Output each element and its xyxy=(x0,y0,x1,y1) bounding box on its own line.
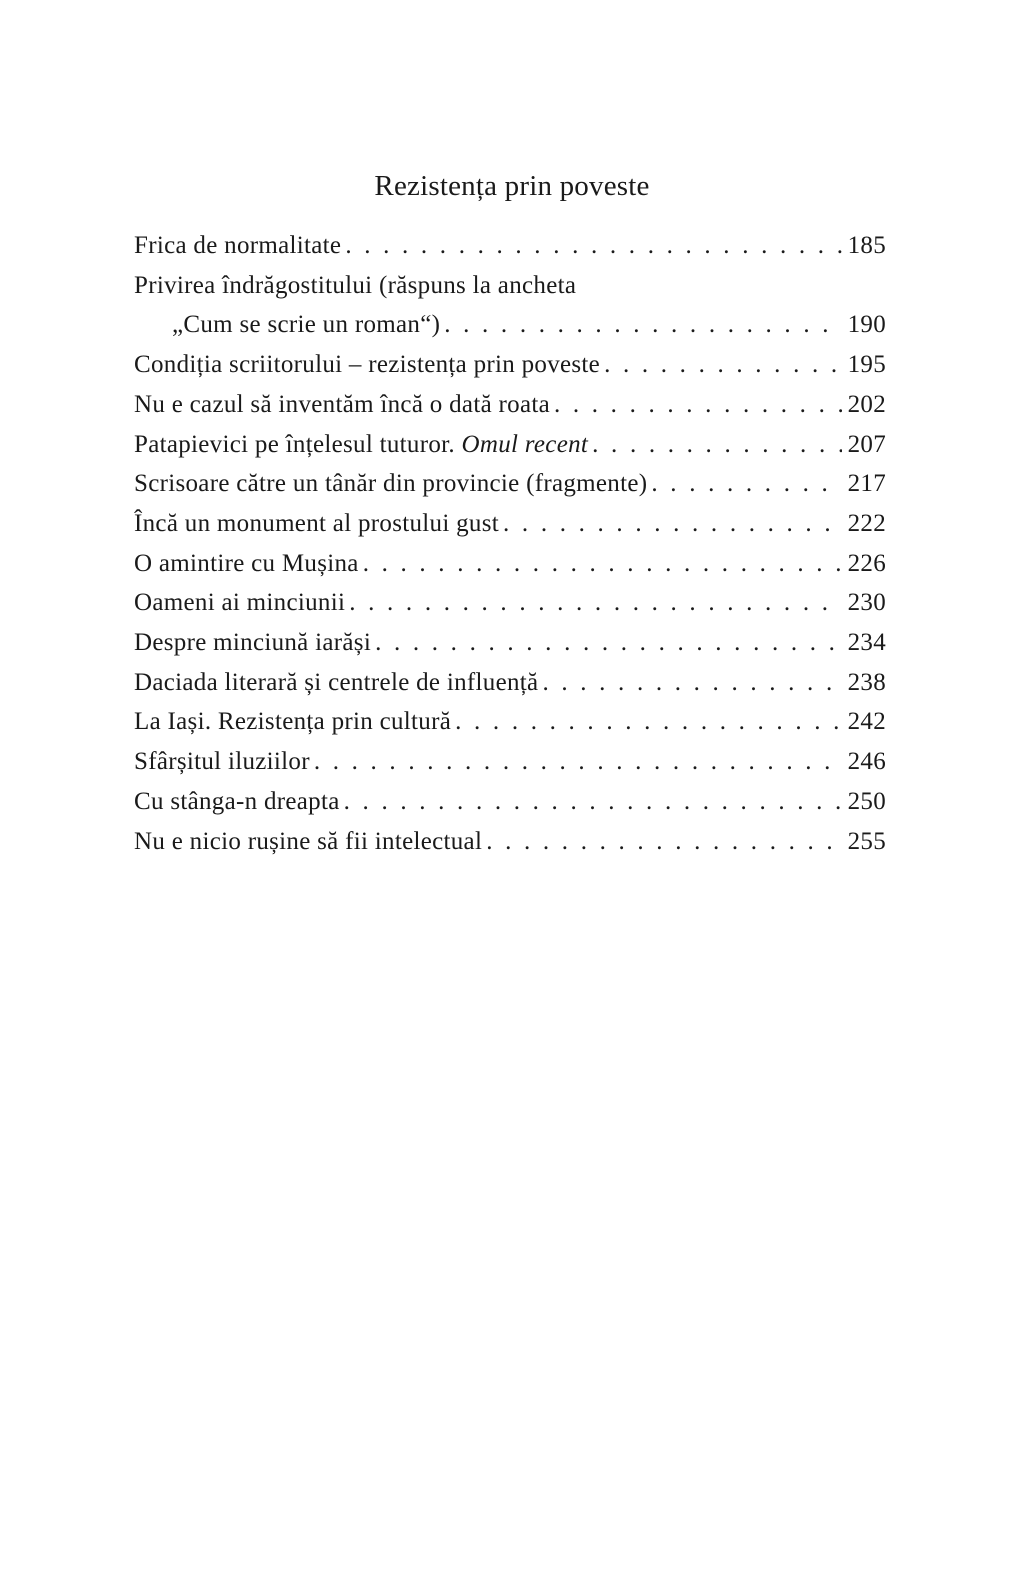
toc-entry xyxy=(134,226,886,266)
toc-page-number: 185 xyxy=(847,232,886,259)
toc-entry xyxy=(134,583,886,623)
dot-leader xyxy=(542,663,841,703)
toc-entry xyxy=(134,663,886,703)
toc-page-number: 230 xyxy=(847,589,886,617)
table-of-contents xyxy=(134,226,886,861)
toc-entry-title-continued: „Cum se scrie un roman“) xyxy=(172,311,441,339)
toc-entry xyxy=(134,782,886,822)
toc-entry-title: Patapievici pe înțelesul tuturor. xyxy=(134,430,455,458)
toc-entry xyxy=(134,345,886,385)
dot-leader xyxy=(455,702,841,742)
toc-entry xyxy=(134,544,886,584)
toc-page-number: 250 xyxy=(847,787,886,815)
toc-page-number: 226 xyxy=(847,549,886,577)
toc-page-number: 190 xyxy=(847,311,886,339)
toc-entry-title: Scrisoare către un tânăr din provincie (fragmente) xyxy=(134,470,648,498)
toc-entry-title: Sfârșitul iluziilor xyxy=(134,748,310,776)
toc-entry-title: Nu e cazul să inventăm încă o dată roata xyxy=(134,390,550,418)
toc-page-number: 234 xyxy=(847,629,886,657)
toc-page-number: 222 xyxy=(847,509,886,537)
toc-page-number: 255 xyxy=(847,827,886,855)
toc-entry xyxy=(134,742,886,782)
toc-entry-title: Frica de normalitate xyxy=(134,232,342,259)
toc-entry xyxy=(134,425,886,465)
toc-entry-title: Daciada literară și centrele de influență xyxy=(134,668,539,696)
dot-leader xyxy=(345,226,841,266)
toc-entry xyxy=(134,702,886,742)
dot-leader xyxy=(651,464,841,504)
dot-leader xyxy=(363,544,842,584)
dot-leader xyxy=(349,583,841,623)
dot-leader xyxy=(375,623,842,663)
dot-leader xyxy=(554,385,842,425)
toc-page-number: 207 xyxy=(847,430,886,458)
toc-entry-title: Nu e nicio rușine să fii intelectual xyxy=(134,827,483,855)
toc-entry xyxy=(134,266,886,345)
section-title: Rezistența prin poveste xyxy=(374,170,650,202)
toc-entry xyxy=(134,464,886,504)
dot-leader xyxy=(344,782,842,822)
toc-entry xyxy=(134,385,886,425)
dot-leader xyxy=(486,822,841,862)
toc-entry-title: O amintire cu Mușina xyxy=(134,549,359,577)
toc-entry-title: Privirea îndrăgostitului (răspuns la ancheta xyxy=(134,271,577,299)
dot-leader xyxy=(592,425,841,465)
toc-page-number: 195 xyxy=(847,351,886,379)
toc-entry xyxy=(134,623,886,663)
toc-entry xyxy=(134,504,886,544)
toc-entry-title: Încă un monument al prostului gust xyxy=(134,509,500,537)
toc-page-number: 246 xyxy=(847,748,886,776)
dot-leader xyxy=(604,345,842,385)
toc-entry-title: Oameni ai minciunii xyxy=(134,589,346,617)
toc-page-number: 242 xyxy=(847,708,886,736)
toc-page-number: 217 xyxy=(847,470,886,498)
toc-entry xyxy=(134,822,886,862)
toc-entry-title: Despre minciună iarăși xyxy=(134,629,372,657)
toc-entry-title: Condiția scriitorului – rezistența prin poveste xyxy=(134,351,601,379)
toc-entry-title: La Iași. Rezistența prin cultură xyxy=(134,708,452,736)
toc-page-number: 202 xyxy=(847,390,886,418)
dot-leader xyxy=(503,504,842,544)
dot-leader xyxy=(314,742,842,782)
dot-leader xyxy=(444,305,841,345)
toc-page-number: 238 xyxy=(847,668,886,696)
toc-entry-title-italic: Omul recent xyxy=(461,430,589,458)
toc-entry-title: Cu stânga-n dreapta xyxy=(134,787,340,815)
